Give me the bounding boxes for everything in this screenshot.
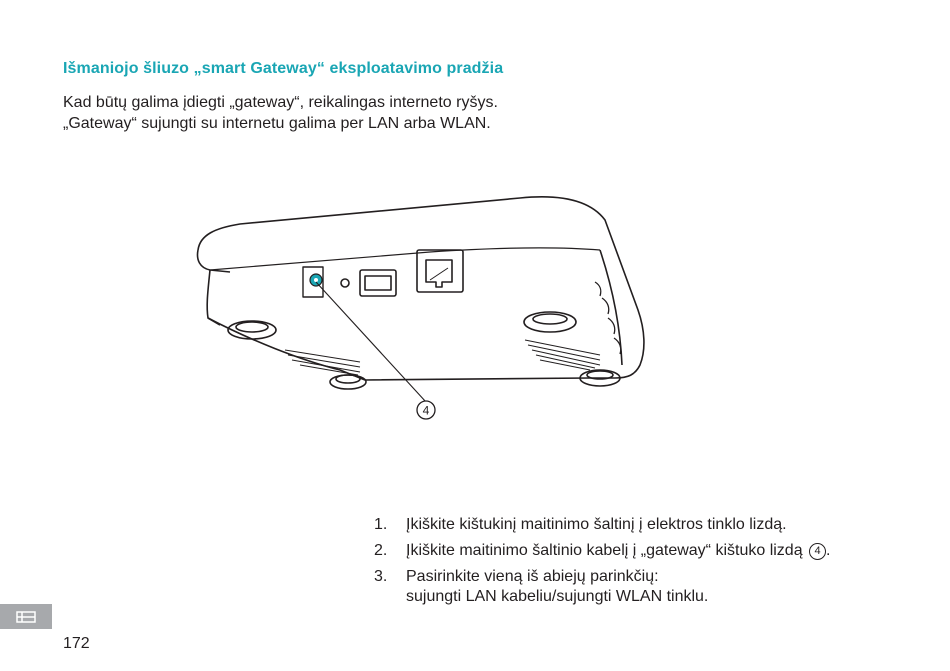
intro-line-2: „Gateway“ sujungti su internetu galima per LAN arba WLAN. [63,115,491,132]
setup-steps [374,515,831,613]
step-number: 2. [374,542,388,559]
step-number: 1. [374,516,388,533]
gateway-device-illustration [190,190,650,430]
callout-ref-4: 4 [809,543,826,560]
step-number: 3. [374,568,388,585]
step-text-main: Įkiškite maitinimo šaltinio kabelį į „gateway“ kištuko lizdą [406,542,803,559]
section-heading: Išmaniojo šliuzo „smart Gateway“ eksploatavimo pradžia [63,60,504,77]
step-text: Įkiškite kištukinį maitinimo šaltinį į elektros tinklo lizdą. [406,516,787,533]
step-3 [374,567,831,607]
step-2 [374,541,831,561]
language-tab [0,604,52,629]
step-1 [374,515,831,535]
step-text: Įkiškite maitinimo šaltinio kabelį į „gateway“ kištuko lizdą 4 . [406,542,831,559]
step-text: Pasirinkite vieną iš abiejų parinkčių: sujungti LAN kabeliu/sujungti WLAN tinklu. [406,568,709,605]
page-number: 172 [63,635,90,652]
intro-text [63,92,498,134]
figure-callout-4: 4 [422,403,430,418]
lithuanian-flag-icon [16,611,36,623]
intro-line-1: Kad būtų galima įdiegti „gateway“, reikalingas interneto ryšys. [63,94,498,111]
